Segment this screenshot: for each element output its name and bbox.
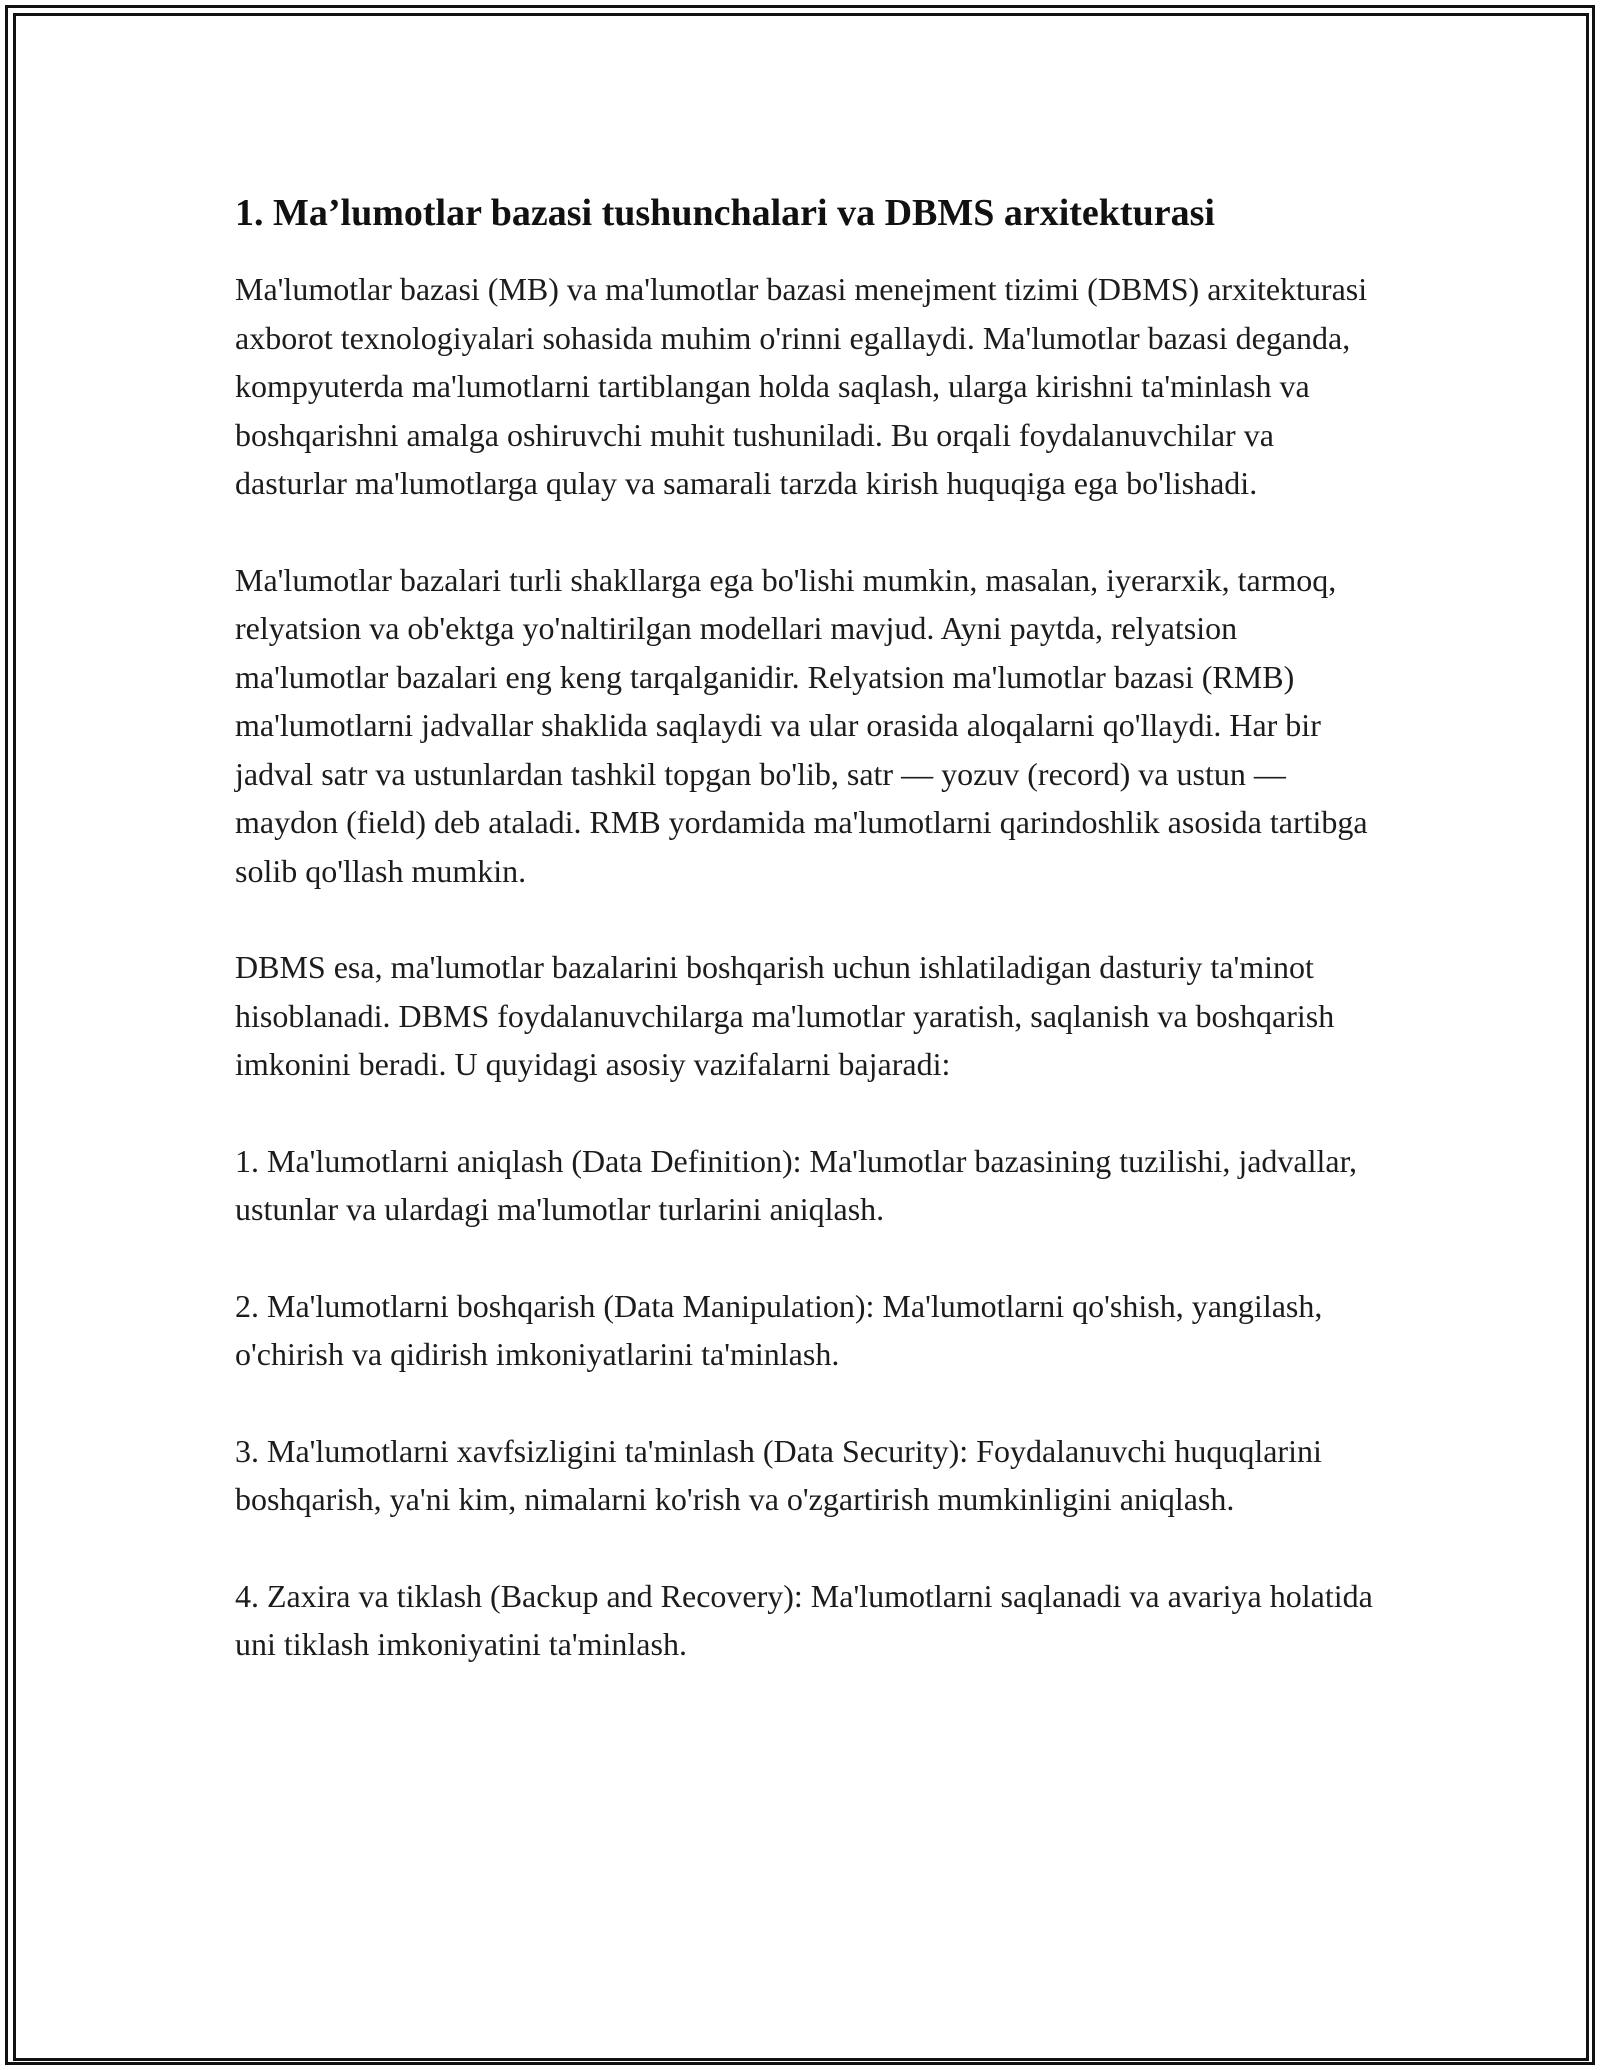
document-body xyxy=(235,185,1375,1717)
list-item-data-manipulation: 2. Ma'lumotlarni boshqarish (Data Manipulation): Ma'lumotlarni qo'shish, yangilash, o'chirish va qidirish imkoniyatlarini ta'minlash. xyxy=(235,1287,1323,1372)
paragraph-intro: Ma'lumotlar bazasi (MB) va ma'lumotlar bazasi menejment tizimi (DBMS) arxitekturasi axborot texnologiyalari sohasida muhim o'rinni egallaydi. Ma'lumotlar bazasi deganda, kompyuterda ma'lumotlarni tartiblangan holda saqlash, ularga kirishni ta'minlash va boshqarishni amalga oshiruvchi muhit tushuniladi. Bu orqali foydalanuvchilar va dasturlar ma'lumotlarga qulay va samarali tarzda kirish huquqiga ega bo'lishadi. xyxy=(235,271,1368,501)
list-item-data-definition: 1. Ma'lumotlarni aniqlash (Data Definition): Ma'lumotlar bazasining tuzilishi, jadvallar, ustunlar va ulardagi ma'lumotlar turlarini aniqlash. xyxy=(235,1142,1357,1227)
list-item-data-security: 3. Ma'lumotlarni xavfsizligini ta'minlash (Data Security): Foydalanuvchi huquqlarini boshqarish, ya'ni kim, nimalarni ko'rish va o'zgartirish mumkinligini aniqlash. xyxy=(235,1432,1322,1517)
section-title: 1. Ma’lumotlar bazasi tushunchalari va DBMS arxitekturasi xyxy=(235,192,1215,234)
list-item-backup-recovery: 4. Zaxira va tiklash (Backup and Recovery): Ma'lumotlarni saqlanadi va avariya holatida uni tiklash imkoniyatini ta'minlash. xyxy=(235,1577,1373,1662)
paragraph-dbms-definition: DBMS esa, ma'lumotlar bazalarini boshqarish uchun ishlatiladigan dasturiy ta'minot hisoblanadi. DBMS foydalanuvchilarga ma'lumotlar yaratish, saqlanish va boshqarish imkonini beradi. U quyidagi asosiy vazifalarni bajaradi: xyxy=(235,949,1335,1082)
paragraph-database-models: Ma'lumotlar bazalari turli shakllarga ega bo'lishi mumkin, masalan, iyerarxik, tarmoq, relyatsion va ob'ektga yo'naltirilgan modellari mavjud. Ayni paytda, relyatsion ma'lumotlar bazalari eng keng tarqalganidir. Relyatsion ma'lumotlar bazasi (RMB) ma'lumotlarni jadvallar shaklida saqlaydi va ular orasida aloqalarni qo'llaydi. Har bir jadval satr va ustunlardan tashkil topgan bo'lib, satr — yozuv (record) va ustun — maydon (field) deb ataladi. RMB yordamida ma'lumotlarni qarindoshlik asosida tartibga solib qo'llash mumkin. xyxy=(235,561,1368,889)
